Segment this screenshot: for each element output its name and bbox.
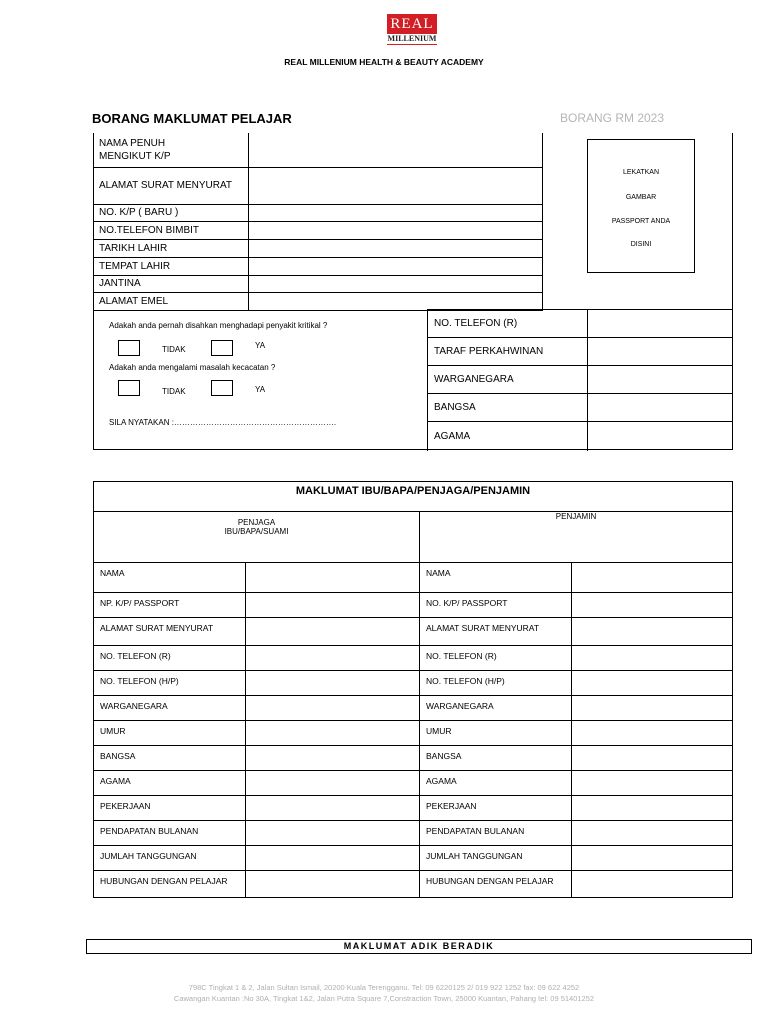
guarantor-label-row: UMUR <box>420 721 572 746</box>
birth-place-field[interactable] <box>249 257 543 275</box>
guardian-section-title: MAKLUMAT IBU/BAPA/PENJAGA/PENJAMIN <box>94 482 733 512</box>
guardian-value-field[interactable] <box>246 771 420 796</box>
mailing-address-field[interactable] <box>249 167 543 204</box>
guardian-value-field[interactable] <box>246 618 420 646</box>
photo-text-1: LEKATKAN <box>622 169 660 176</box>
guarantor-value-field[interactable] <box>572 846 733 871</box>
guardian-column-head: PENJAGA IBU/BAPA/SUAMI <box>94 512 420 563</box>
photo-text-3: PASSPORT ANDA <box>611 218 671 225</box>
guarantor-value-field[interactable] <box>572 871 733 898</box>
label-mailing-address: ALAMAT SURAT MENYURAT <box>93 167 249 204</box>
guardian-value-field[interactable] <box>246 593 420 618</box>
religion-field[interactable] <box>588 422 734 451</box>
disability-no-checkbox[interactable] <box>118 380 140 396</box>
guarantor-label-row: NO. K/P/ PASSPORT <box>420 593 572 618</box>
guarantor-value-field[interactable] <box>572 646 733 671</box>
student-info-table <box>93 133 543 311</box>
passport-photo-box[interactable] <box>587 139 695 273</box>
guarantor-label-row: NO. TELEFON (R) <box>420 646 572 671</box>
guarantor-label-row: NAMA <box>420 563 572 593</box>
guarantor-label-row: ALAMAT SURAT MENYURAT <box>420 618 572 646</box>
label-mobile-phone: NO.TELEFON BIMBIT <box>93 221 249 239</box>
guardian-label-row: NAMA <box>94 563 246 593</box>
guarantor-value-field[interactable] <box>572 771 733 796</box>
guardian-value-field[interactable] <box>246 721 420 746</box>
guarantor-label-row: JUMLAH TANGGUNGAN <box>420 846 572 871</box>
label-citizenship: WARGANEGARA <box>428 366 588 394</box>
guarantor-value-field[interactable] <box>572 618 733 646</box>
footer-address-main: 798C Tingkat 1 & 2, Jalan Sultan Ismail, 20200 Kuala Terengganu. Tel: 09 6220125 2/ 019 922 1252 fax: 09 622 4252 <box>188 983 580 992</box>
race-field[interactable] <box>588 394 734 422</box>
guardian-label-row: JUMLAH TANGGUNGAN <box>94 846 246 871</box>
guarantor-label-row: WARGANEGARA <box>420 696 572 721</box>
guardian-label-row: UMUR <box>94 721 246 746</box>
student-extra-table <box>427 309 733 451</box>
question-disability: Adakah anda mengalami masalah kecacatan ? <box>109 363 276 372</box>
form-code: BORANG RM 2023 <box>560 111 665 125</box>
guardian-label-row: NO. TELEFON (R) <box>94 646 246 671</box>
disability-yes-label: YA <box>255 385 266 394</box>
logo-sub-text: MILLENIUM <box>387 34 437 43</box>
academy-name: REAL MILLENIUM HEALTH & BEAUTY ACADEMY <box>284 57 484 67</box>
guarantor-value-field[interactable] <box>572 671 733 696</box>
guarantor-value-field[interactable] <box>572 563 733 593</box>
guarantor-label-row: PEKERJAAN <box>420 796 572 821</box>
label-marital-status: TARAF PERKAHWINAN <box>428 338 588 366</box>
home-phone-field[interactable] <box>588 310 734 338</box>
birth-date-field[interactable] <box>249 239 543 257</box>
photo-text-4: DISINI <box>630 241 652 248</box>
form-title: BORANG MAKLUMAT PELAJAR <box>92 111 292 126</box>
critical-no-checkbox[interactable] <box>118 340 140 356</box>
guarantor-value-field[interactable] <box>572 746 733 771</box>
guarantor-label-row: HUBUNGAN DENGAN PELAJAR <box>420 871 572 898</box>
label-gender: JANTINA <box>93 275 249 292</box>
guardian-value-field[interactable] <box>246 796 420 821</box>
critical-yes-checkbox[interactable] <box>211 340 233 356</box>
label-ic-number: NO. K/P ( BARU ) <box>93 204 249 221</box>
label-religion: AGAMA <box>428 422 588 451</box>
guardian-value-field[interactable] <box>246 646 420 671</box>
email-field[interactable] <box>249 292 543 310</box>
guardian-label-row: WARGANEGARA <box>94 696 246 721</box>
disability-yes-checkbox[interactable] <box>211 380 233 396</box>
critical-no-label: TIDAK <box>162 345 186 354</box>
footer-address-branch: Cawangan Kuantan :No 30A, Tingkat 1&2, Jalan Putra Square 7,Constraction Town, 25000 Kuantan, Pahang tel: 09 51401252 <box>173 994 595 1003</box>
guardian-value-field[interactable] <box>246 821 420 846</box>
label-full-name: NAMA PENUH MENGIKUT K/P <box>93 133 249 167</box>
guarantor-label-row: PENDAPATAN BULANAN <box>420 821 572 846</box>
guardian-label-row: AGAMA <box>94 771 246 796</box>
please-state-field[interactable]: SILA NYATAKAN :……………………………………………………. <box>109 418 337 427</box>
label-birth-date: TARIKH LAHIR <box>93 239 249 257</box>
guardian-label-row: BANGSA <box>94 746 246 771</box>
label-email: ALAMAT EMEL <box>93 292 249 310</box>
critical-yes-label: YA <box>255 341 266 350</box>
full-name-field[interactable] <box>249 133 543 167</box>
guarantor-value-field[interactable] <box>572 593 733 618</box>
gender-field[interactable] <box>249 275 543 292</box>
guardian-value-field[interactable] <box>246 871 420 898</box>
guardian-value-field[interactable] <box>246 746 420 771</box>
citizenship-field[interactable] <box>588 366 734 394</box>
mobile-phone-field[interactable] <box>249 221 543 239</box>
guarantor-value-field[interactable] <box>572 696 733 721</box>
guardian-table <box>93 481 733 898</box>
label-home-phone: NO. TELEFON (R) <box>428 310 588 338</box>
guardian-label-row: HUBUNGAN DENGAN PELAJAR <box>94 871 246 898</box>
guarantor-label-row: AGAMA <box>420 771 572 796</box>
marital-status-field[interactable] <box>588 338 734 366</box>
guardian-label-row: ALAMAT SURAT MENYURAT <box>94 618 246 646</box>
guardian-value-field[interactable] <box>246 563 420 593</box>
academy-logo <box>387 14 437 50</box>
logo-main-text: REAL <box>387 14 437 34</box>
guardian-label-row: NO. TELEFON (H/P) <box>94 671 246 696</box>
siblings-section-title: MAKLUMAT ADIK BERADIK <box>86 939 752 954</box>
guarantor-label-row: BANGSA <box>420 746 572 771</box>
question-critical-illness: Adakah anda pernah disahkan menghadapi penyakit kritikal ? <box>109 321 328 330</box>
guardian-label-row: PENDAPATAN BULANAN <box>94 821 246 846</box>
guardian-value-field[interactable] <box>246 671 420 696</box>
guardian-value-field[interactable] <box>246 846 420 871</box>
guardian-label-row: NP. K/P/ PASSPORT <box>94 593 246 618</box>
guarantor-value-field[interactable] <box>572 721 733 746</box>
disability-no-label: TIDAK <box>162 387 186 396</box>
label-race: BANGSA <box>428 394 588 422</box>
guarantor-column-head: PENJAMIN <box>420 512 733 563</box>
photo-text-2: GAMBAR <box>625 194 657 201</box>
label-birth-place: TEMPAT LAHIR <box>93 257 249 275</box>
ic-number-field[interactable] <box>249 204 543 221</box>
guarantor-value-field[interactable] <box>572 821 733 846</box>
guardian-value-field[interactable] <box>246 696 420 721</box>
guarantor-value-field[interactable] <box>572 796 733 821</box>
guarantor-label-row: NO. TELEFON (H/P) <box>420 671 572 696</box>
guardian-label-row: PEKERJAAN <box>94 796 246 821</box>
